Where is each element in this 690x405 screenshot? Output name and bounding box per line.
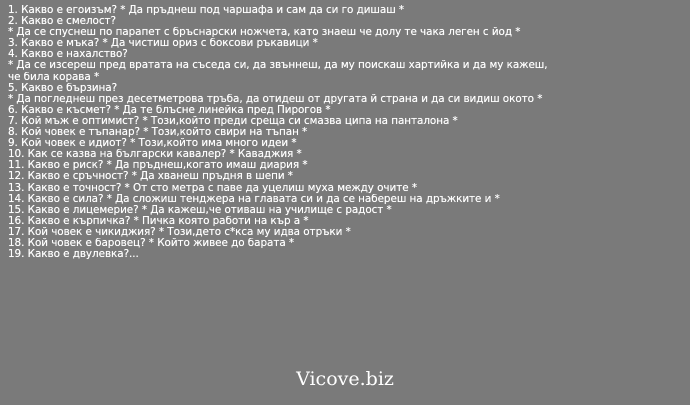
joke-line: 7. Кой мъж е оптимист? * Този,който преди среща си смазва ципа на панталона * [8, 115, 458, 127]
joke-line: * Да погледнеш през десетметрова тръба, да отидеш от другата й страна и да си видиш окото * [8, 93, 543, 105]
joke-line: 1. Какво е егоизъм? * Да пръднеш под чаршафа и сам да си го дишаш * [8, 5, 405, 16]
joke-text-block [8, 5, 684, 260]
joke-line: 16. Какво е кърпичка? * Пичка която работи на кър а * [8, 215, 309, 227]
joke-line: 13. Какво е точност? * От сто метра с паве да уцелиш муха между очите * [8, 182, 417, 194]
joke-line: 14. Какво е сила? * Да сложиш тенджера на главата си и да се набереш на дръжките и * [8, 193, 500, 205]
joke-line: 15. Какво е лицемерие? * Да кажеш,че отиваш на училище с радост * [8, 204, 392, 216]
joke-line: 8. Кой човек е тъпанар? * Този,който свири на тъпан * [8, 127, 308, 139]
joke-line: 9. Кой човек е идиот? * Този,който има много идеи * [8, 138, 297, 150]
joke-line: 17. Кой човек е чикиджия? * Този,дето с*кса му идва отръки * [8, 226, 351, 238]
joke-line: 6. Какво е късмет? * Да те блъсне линейка пред Пирогов * [8, 104, 331, 116]
joke-line: 4. Какво е нахалство? [8, 49, 128, 61]
joke-line: 2. Какво е смелост? [8, 16, 116, 28]
joke-line: 19. Какво е двулевка?... [8, 249, 139, 261]
joke-line: * Да се изсереш пред вратата на съседа си, да звъннеш, да му поискаш хартийка и да му кажеш, [8, 60, 548, 72]
joke-line: 11. Какво е риск? * Да пръднеш,когато имаш диария * [8, 160, 308, 172]
joke-line: 10. Как се казва на български кавалер? * Каваджия * [8, 149, 302, 161]
joke-line: че била корава * [8, 71, 100, 83]
joke-line: 18. Кой човек е баровец? * Който живее до барата * [8, 237, 295, 249]
joke-line: 5. Какво е бързина? [8, 82, 118, 94]
joke-line: 12. Какво е сръчност? * Да хванеш пръдня в шепи * [8, 171, 293, 183]
joke-line: * Да се спуснеш по парапет с бръснарски ножчета, като знаеш че долу те чака леген с йод * [8, 27, 521, 39]
site-watermark: Vicove.biz [296, 368, 394, 390]
joke-line: 3. Какво е мъка? * Да чистиш ориз с боксови ръкавици * [8, 38, 318, 50]
